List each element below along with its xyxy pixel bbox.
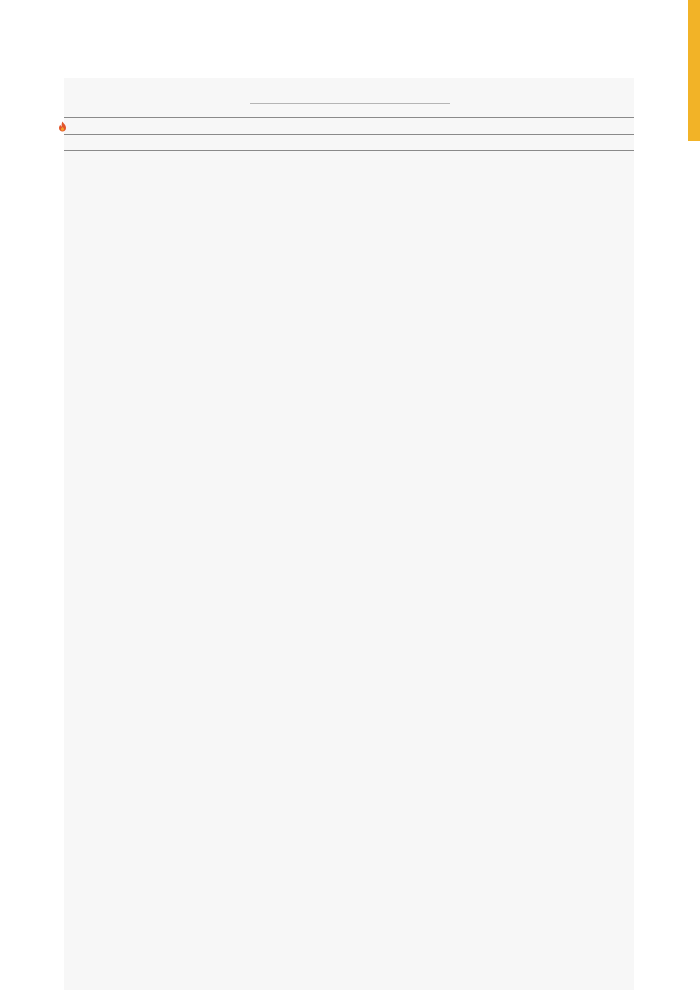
row-divider — [64, 117, 634, 118]
row-divider — [64, 134, 634, 135]
accent-bar — [688, 0, 700, 141]
placa-divider — [250, 103, 450, 104]
flame-icon — [58, 119, 67, 130]
table-background — [64, 78, 634, 990]
row-divider — [64, 150, 634, 151]
